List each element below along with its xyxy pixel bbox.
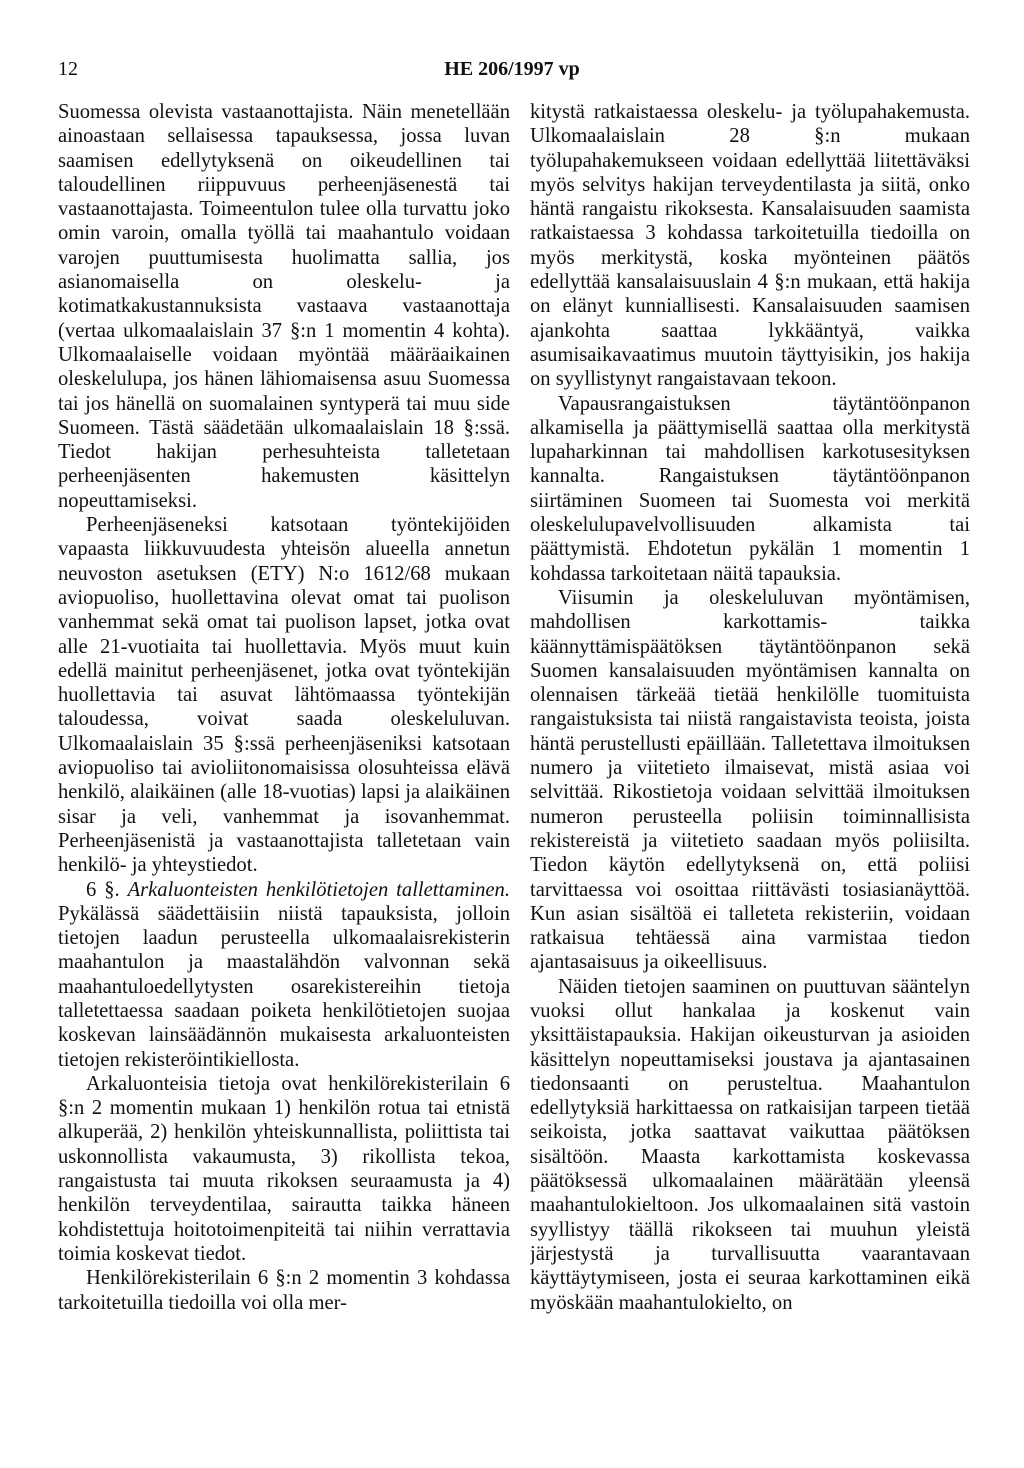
paragraph: Perheenjäseneksi katsotaan työntekijöiden vapaasta liikkuvuudesta yhteisön alueella annetun neuvoston asetuksen (ETY) N:o 1612/68 mukaan aviopuoliso, huollettavina olevat omat tai puolison vanhemmat sekä omat tai puolison lapset, jotka ovat alle 21-vuotiaita tai huollettavia. Myös muut kuin edellä mainitut perheenjäsenet, jotka ovat työntekijän huollettavia tai asuvat lähtömaassa työntekijän taloudessa, voivat saada oleskeluluvan. Ulkomaalaislain 35 §:ssä perheenjäseniksi katsotaan aviopuoliso tai avioliitonomaisissa olosuhteissa elävä henkilö, alaikäinen (alle 18-vuotias) lapsi ja alaikäinen sisar ja veli, vanhemmat ja isovanhemmat. Perheenjäsenistä ja vastaanottajista talletetaan vain henkilö- ja yhteystiedot. — [58, 514, 510, 877]
paragraph: Näiden tietojen saaminen on puuttuvan sääntelyn vuoksi ollut hankalaa ja koskenut vain yksittäistapauksia. Hakijan oikeusturvan ja asioiden käsittelyn nopeuttamiseksi joustava ja ajantasainen tiedonsaanti on perusteltua. Maahantulon edellytyksiä harkittaessa on ratkaisijan tarpeen tietää seikoista, jotka saattavat vaikuttaa päätöksen sisältöön. Maasta karkottamista koskevassa päätöksessä ulkomaalainen määrätään yleensä maahantulokieltoon. Jos ulkomaalainen sitä vastoin syyllistyy täällä rikokseen tai muuhun yleistä järjestystä ja turvallisuutta vaarantavaan käyttäytymiseen, josta ei seuraa karkottaminen eikä myöskään maahantulokielto, on — [530, 975, 970, 1314]
paragraph: Viisumin ja oleskeluluvan myöntämisen, mahdollisen karkottamis- taikka käännyttämispäätöksen täytäntöönpanon sekä Suomen kansalaisuuden myöntämisen kannalta on olennaisen tärkeää tietää henkilölle tuomituista rangaistuksista tai niistä rangaistavista teoista, joista häntä perustellusti epäillään. Talletettava ilmoituksen numero ja viitetieto ilmaisevat, mistä asiaa voi selvittää. Rikostietoja voidaan selvittää ilmoituksen numeron perusteella poliisin toiminnallisista rekistereistä ja viitetieto saadaan myös poliisilta. Tiedon käytön edellytyksenä on, että poliisi tarvittaessa voi osoittaa riittävästi tosiasianäyttöä. Kun asian sisältöä ei talleteta rekisteriin, voidaan ratkaisua tehtäessä aina varmistaa tiedon ajantasaisuus ja oikeellisuus. — [530, 586, 970, 974]
paragraph: Arkaluonteisia tietoja ovat henkilörekisterilain 6 §:n 2 momentin mukaan 1) henkilön rotua tai etnistä alkuperää, 2) henkilön yhteiskunnallista, poliittista tai uskonnollista vakaumusta, 3) rikollista tekoa, rangaistusta tai muuta rikoksen seuraamusta ja 4) henkilön terveydentilaa, sairautta taikka häneen kohdistettuja hoitotoimenpiteitä tai niihin verrattavia toimia koskevat tiedot. — [58, 1072, 510, 1265]
paragraph: Henkilörekisterilain 6 §:n 2 momentin 3 kohdassa tarkoitetuilla tiedoilla voi olla mer- — [58, 1267, 510, 1314]
left-column — [58, 100, 510, 1440]
section-6-paragraph — [58, 878, 510, 1072]
paragraph: Suomessa olevista vastaanottajista. Näin menetellään ainoastaan sellaisessa tapauksessa, jossa luvan saamisen edellytyksenä on oikeudellinen tai taloudellinen riippuvuus perheenjäsenestä tai vastaanottajasta. Toimeentulon tulee olla turvattu joko omin varoin, omalla työllä tai maahantulo voidaan varojen puuttumisesta huolimatta sallia, jos asianomaisella on oleskelu- ja kotimatkakustannuksista vastaava vastaanottaja (vertaa ulkomaalaislain 37 §:n 1 momentin 4 kohta). Ulkomaalaiselle voidaan myöntää määräaikainen oleskelulupa, jos hänen lähiomaisensa asuu Suomessa tai jos hänellä on suomalainen syntyperä tai muu side Suomeen. Tästä säädetään ulkomaalaislain 18 §:ssä. Tiedot hakijan perhesuhteista talletetaan perheenjäsenten hakemusten käsittelyn nopeuttamiseksi. — [58, 101, 510, 512]
paragraph: Vapausrangaistuksen täytäntöönpanon alkamisella ja päättymisellä saattaa olla merkitystä lupaharkinnan tai mahdollisen karkotusesityksen kannalta. Rangaistuksen täytäntöönpanon siirtäminen Suomeen tai Suomesta voi merkitä oleskelulupavelvollisuuden alkamista tai päättymistä. Ehdotetun pykälän 1 momentin 1 kohdassa tarkoitetaan näitä tapauksia. — [530, 392, 970, 585]
paragraph: kitystä ratkaistaessa oleskelu- ja työlupahakemusta. Ulkomaalaislain 28 §:n mukaan työlupahakemukseen voidaan edellyttää liitettäväksi myös selvitys hakijan terveydentilasta ja siitä, onko häntä rangaistu rikoksesta. Kansalaisuuden saamista ratkaistaessa 3 kohdassa tarkoitetuilla tiedoilla on myös merkitystä, koska myönteinen päätös edellyttää kansalaisuuslain 4 §:n mukaan, että hakija on elänyt kunniallisesti. Kansalaisuuden saamisen ajankohta saattaa lykkääntyä, vaikka asumisaikavaatimus muutoin täyttyisikin, jos hakija on syyllistynyt rangaistavaan tekoon. — [530, 101, 970, 391]
section-text: Pykälässä säädettäisiin niistä tapauksista, jolloin tietojen laadun perusteella ulkomaalaisrekisterin maahantulon ja maastalähdön valvonnan sekä maahantuloedellytysten osarekistereihin tietoja talletettaessa saadaan poiketa henkilötietojen suojaa koskevan lainsäädännön mukaisesta arkaluonteisten tietojen rekisteröintikiellosta. — [58, 902, 510, 1071]
section-title: Arkaluonteisten henkilötietojen tallettaminen. — [127, 878, 510, 901]
section-mark: 6 §. — [86, 878, 120, 901]
page-number: 12 — [58, 58, 78, 80]
running-head: HE 206/1997 vp — [444, 58, 580, 80]
right-column — [530, 100, 970, 1440]
